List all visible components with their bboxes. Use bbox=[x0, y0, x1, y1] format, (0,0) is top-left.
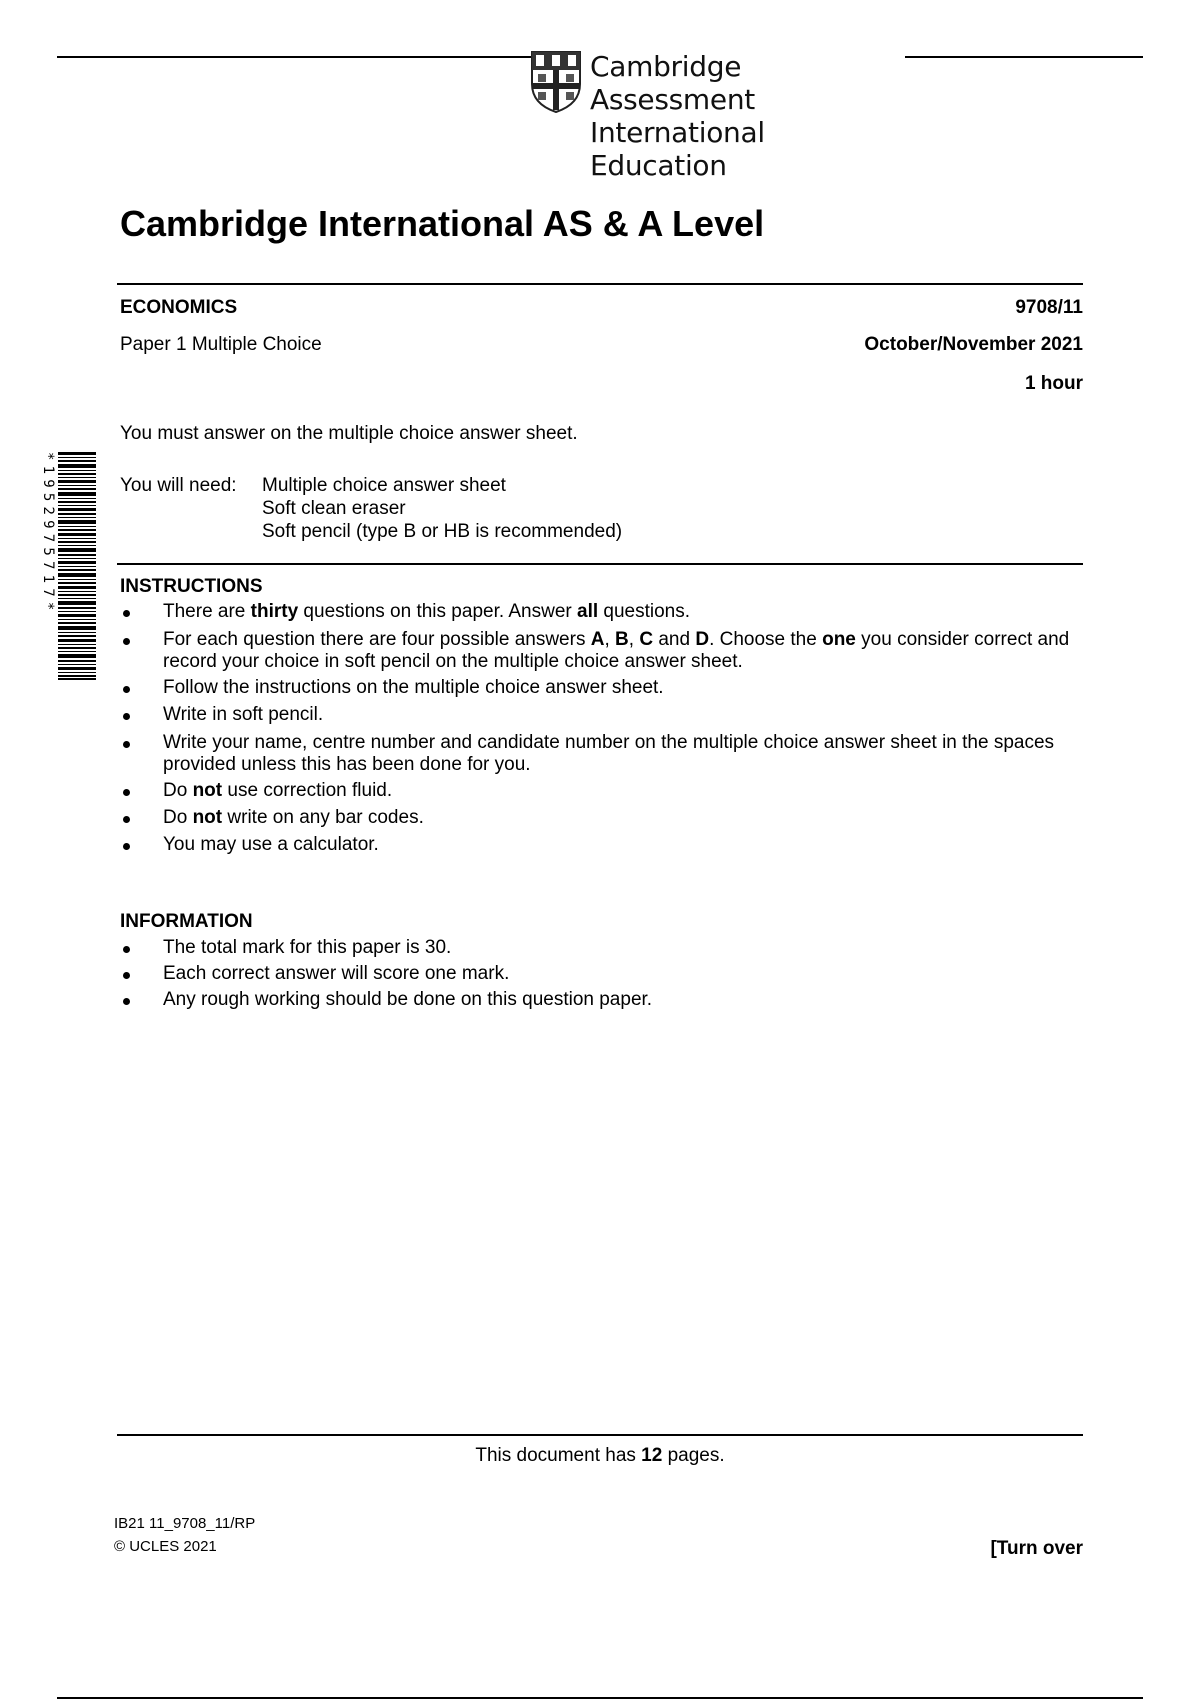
list-item: Follow the instructions on the multiple choice answer sheet. bbox=[120, 677, 1090, 699]
list-item: You may use a calculator. bbox=[120, 834, 1090, 856]
barcode-digits: *1952975717* bbox=[40, 452, 56, 616]
instructions-heading: INSTRUCTIONS bbox=[120, 576, 263, 597]
bullet-icon bbox=[123, 741, 130, 748]
list-item: For each question there are four possible answers A, B, C and D. Choose the one you consider correct and record your choice in soft pencil on the multiple choice answer sheet. bbox=[120, 629, 1090, 673]
syllabus-code: 9708/11 bbox=[1015, 297, 1083, 318]
material-item: Multiple choice answer sheet bbox=[262, 475, 506, 496]
bullet-icon bbox=[123, 713, 130, 720]
list-item: Do not write on any bar codes. bbox=[120, 807, 1090, 829]
information-list bbox=[120, 937, 1090, 1011]
list-item: Each correct answer will score one mark. bbox=[120, 963, 1090, 985]
header-rule bbox=[117, 283, 1083, 285]
material-item: Soft pencil (type B or HB is recommended) bbox=[262, 521, 623, 542]
bullet-icon bbox=[123, 972, 130, 979]
list-item: Write your name, centre number and candidate number on the multiple choice answer sheet in the spaces provided unless this has been done for you. bbox=[120, 732, 1090, 776]
materials-label: You will need: bbox=[120, 475, 237, 496]
bullet-icon bbox=[123, 789, 130, 796]
exam-duration: 1 hour bbox=[1024, 373, 1083, 394]
bullet-icon bbox=[123, 843, 130, 850]
list-item: Do not use correction fluid. bbox=[120, 780, 1090, 802]
turn-over-label: [Turn over bbox=[990, 1538, 1083, 1559]
exam-session: October/November 2021 bbox=[864, 334, 1083, 355]
university-crest-icon bbox=[530, 50, 582, 114]
bullet-icon bbox=[123, 686, 130, 693]
bullet-icon bbox=[123, 998, 130, 1005]
list-item: There are thirty questions on this paper. Answer all questions. bbox=[120, 601, 1090, 623]
qualification-title: Cambridge International AS & A Level bbox=[120, 203, 765, 244]
bullet-icon bbox=[123, 946, 130, 953]
materials-list bbox=[262, 474, 622, 543]
footer-rule bbox=[117, 1434, 1083, 1436]
top-rule-left bbox=[57, 56, 535, 58]
logo-line-1: Cambridge Assessment bbox=[590, 50, 755, 116]
subject-name: ECONOMICS bbox=[120, 297, 238, 318]
cambridge-logo bbox=[530, 50, 910, 182]
bottom-rule bbox=[57, 1697, 1143, 1699]
list-item: The total mark for this paper is 30. bbox=[120, 937, 1090, 959]
paper-name: Paper 1 Multiple Choice bbox=[120, 334, 322, 355]
logo-line-2: International Education bbox=[590, 116, 765, 182]
document-reference: IB21 11_9708_11/RP bbox=[114, 1515, 256, 1532]
copyright-notice: © UCLES 2021 bbox=[114, 1538, 217, 1555]
answer-sheet-note: You must answer on the multiple choice answer sheet. bbox=[120, 423, 578, 444]
page-count: This document has 12 pages. bbox=[475, 1445, 725, 1466]
instructions-rule bbox=[117, 563, 1083, 565]
material-item: Soft clean eraser bbox=[262, 498, 406, 519]
bullet-icon bbox=[123, 816, 130, 823]
top-rule-right bbox=[905, 56, 1143, 58]
barcode-icon bbox=[58, 452, 96, 680]
list-item: Any rough working should be done on this question paper. bbox=[120, 989, 1090, 1011]
information-heading: INFORMATION bbox=[120, 911, 253, 932]
list-item: Write in soft pencil. bbox=[120, 704, 1090, 726]
bullet-icon bbox=[123, 610, 130, 617]
bullet-icon bbox=[123, 638, 130, 645]
instructions-list bbox=[120, 601, 1090, 856]
